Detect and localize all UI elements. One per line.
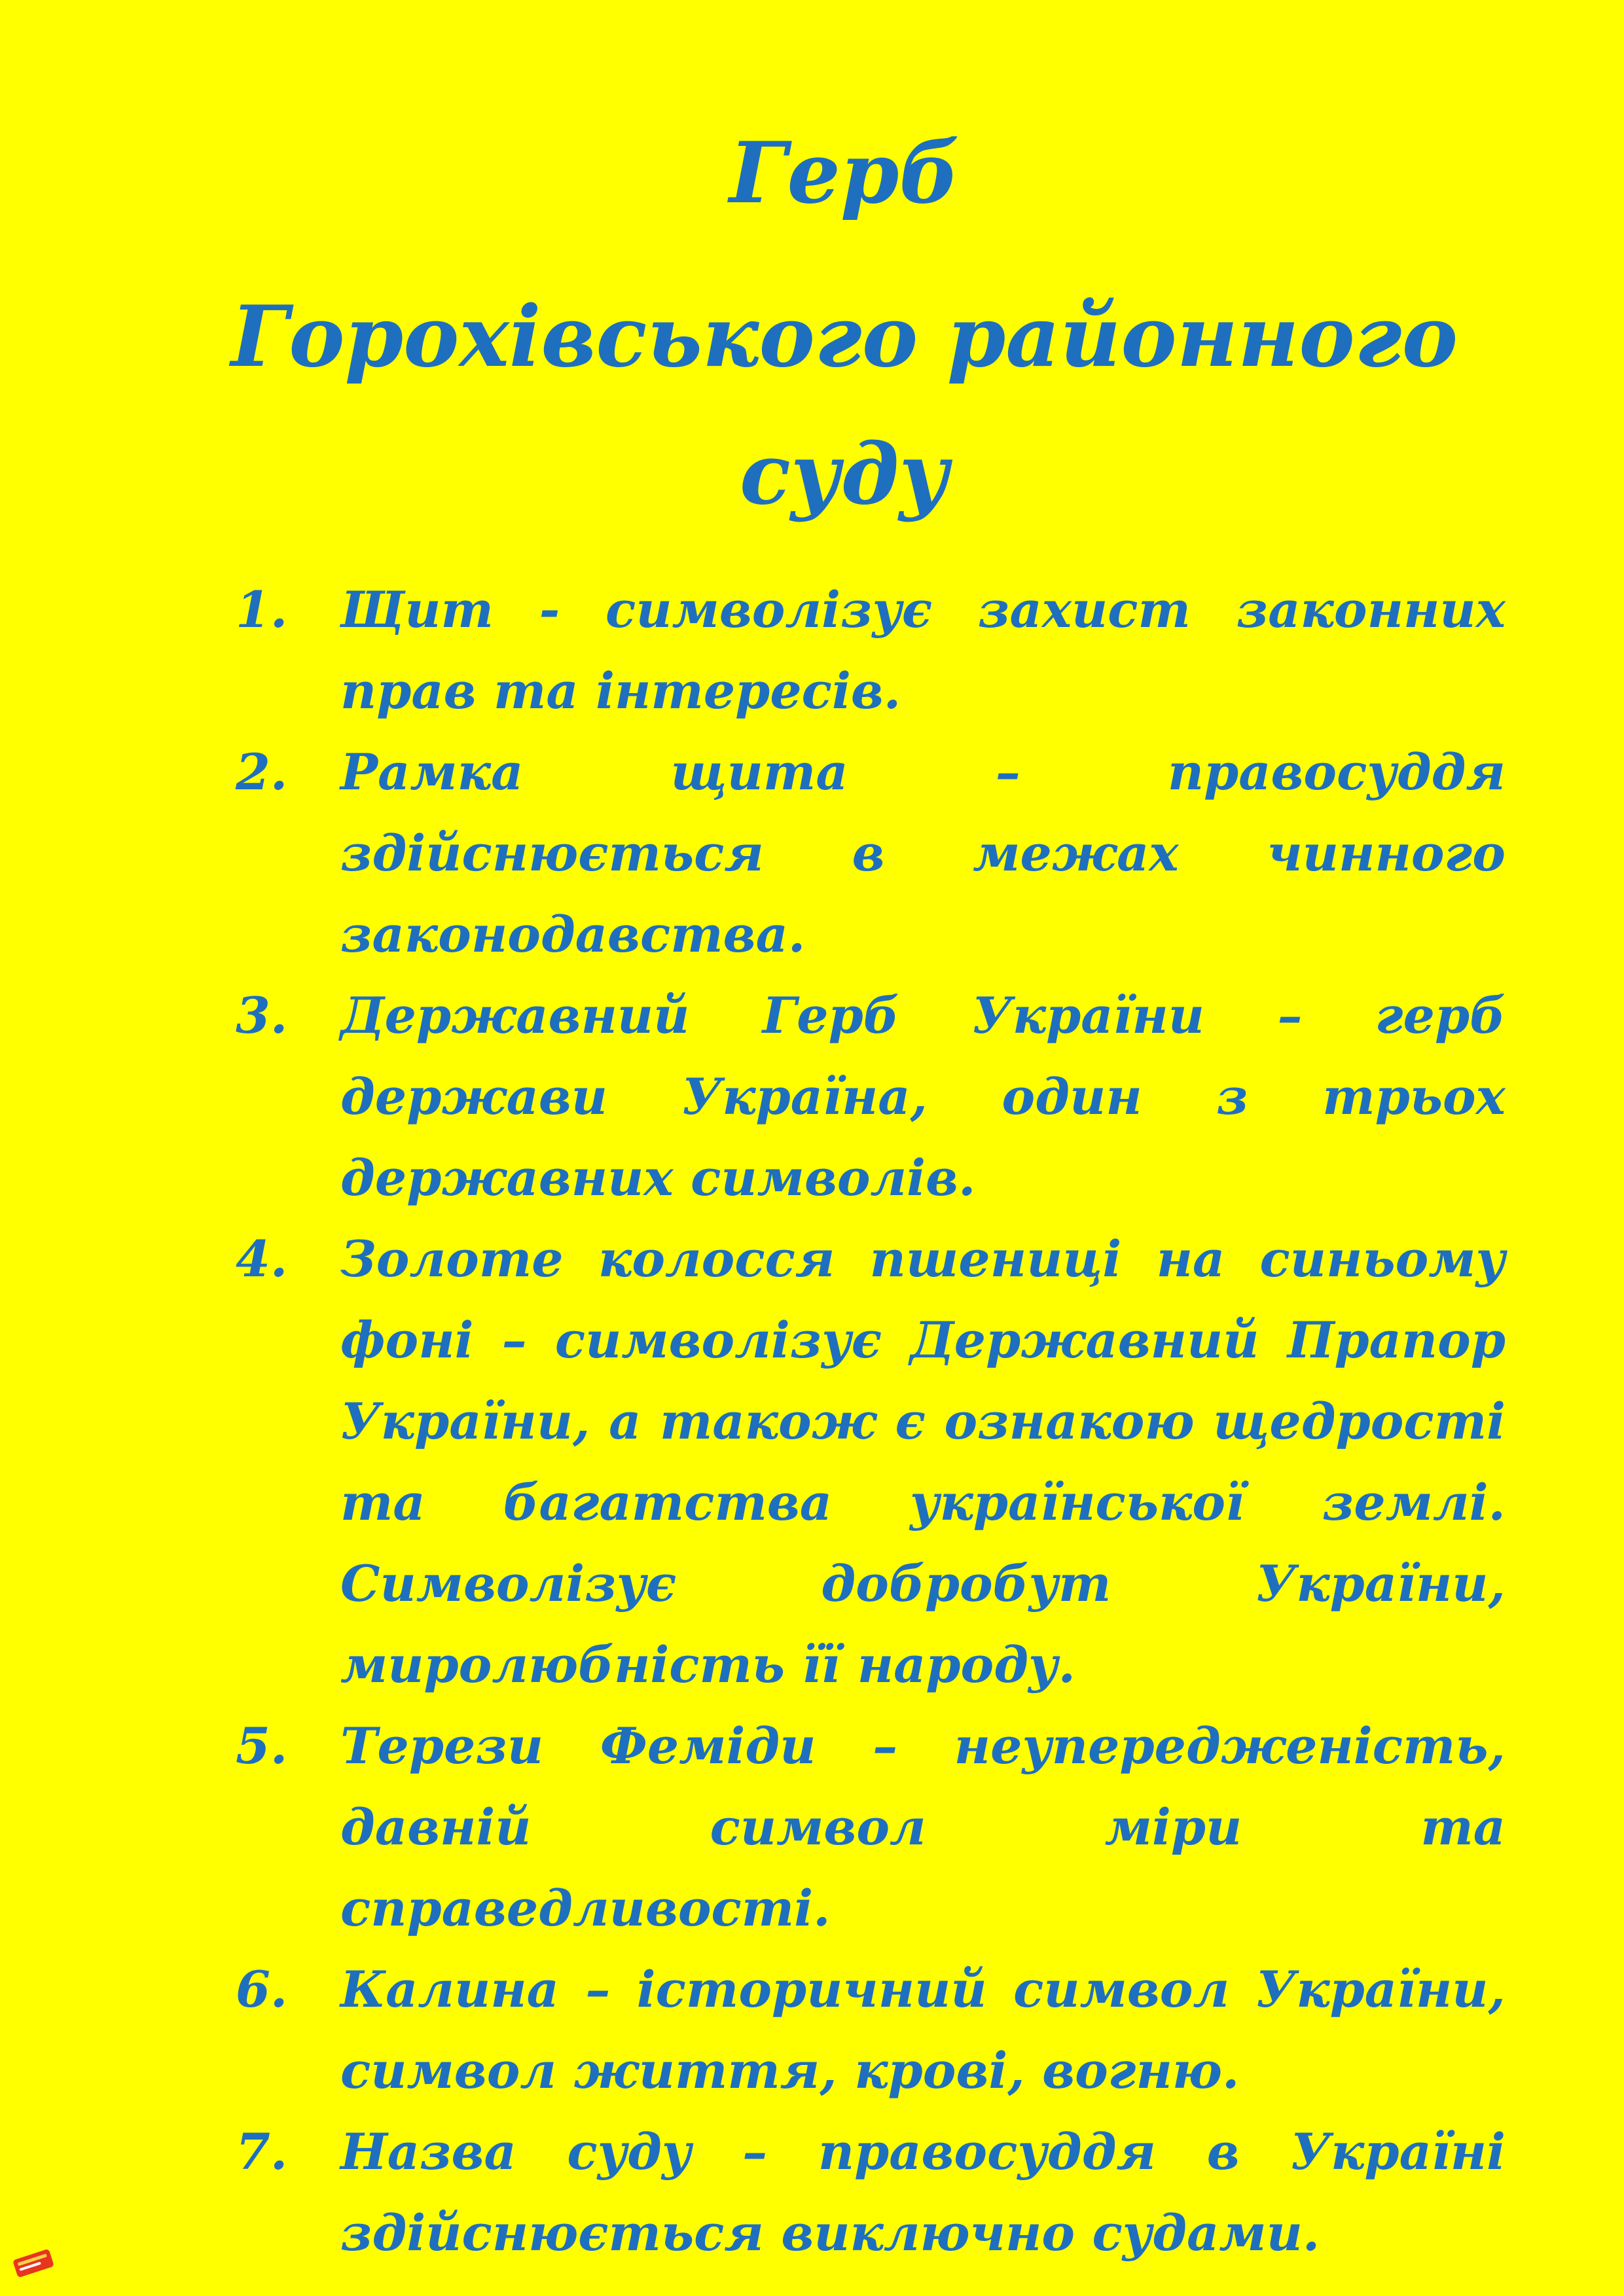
list-item-number: 7. [236, 2123, 288, 2181]
list-item [236, 569, 1506, 732]
list-item-text: Терези Феміди – неупередженість, давній символ міри та справедливості. [340, 1717, 1506, 1937]
title-line-1: Герб [729, 124, 960, 223]
list-item-text: Назва суду – правосуддя в Україні здійснюється виключно судами. [340, 2123, 1506, 2262]
list-item [236, 1706, 1506, 1949]
list-item-text: Рамка щита – правосуддя здійснюється в межах чинного законодавства. [340, 743, 1506, 963]
list-item [236, 732, 1506, 975]
title-line-3: суду [739, 425, 950, 524]
title-line-2: Горохівського районного [230, 288, 1458, 386]
list-item [236, 1219, 1506, 1706]
symbol-list [236, 569, 1506, 2274]
list-item-number: 5. [236, 1717, 288, 1775]
list-item-number: 1. [236, 581, 288, 639]
list-item [236, 2111, 1506, 2274]
list-item [236, 1949, 1506, 2111]
list-item-text: Щит - символізує захист законних прав та інтересів. [340, 581, 1506, 720]
list-item-number: 2. [236, 743, 288, 801]
list-item [236, 975, 1506, 1219]
list-item-text: Золоте колосся пшениці на синьому фоні – символізує Державний Прапор України, а також є ознакою щедрості та багатства української землі. Символізує добробут України, миролюбність її народу. [340, 1230, 1506, 1694]
watermark-stamp-icon [10, 2246, 56, 2280]
list-item-number: 4. [236, 1230, 288, 1288]
list-item-number: 3. [236, 986, 288, 1045]
list-item-text: Калина – історичний символ України, символ життя, крові, вогню. [340, 1960, 1506, 2100]
list-item-text: Державний Герб України – герб держави Україна, один з трьох державних символів. [340, 986, 1506, 1207]
list-item-number: 6. [236, 1960, 288, 2018]
